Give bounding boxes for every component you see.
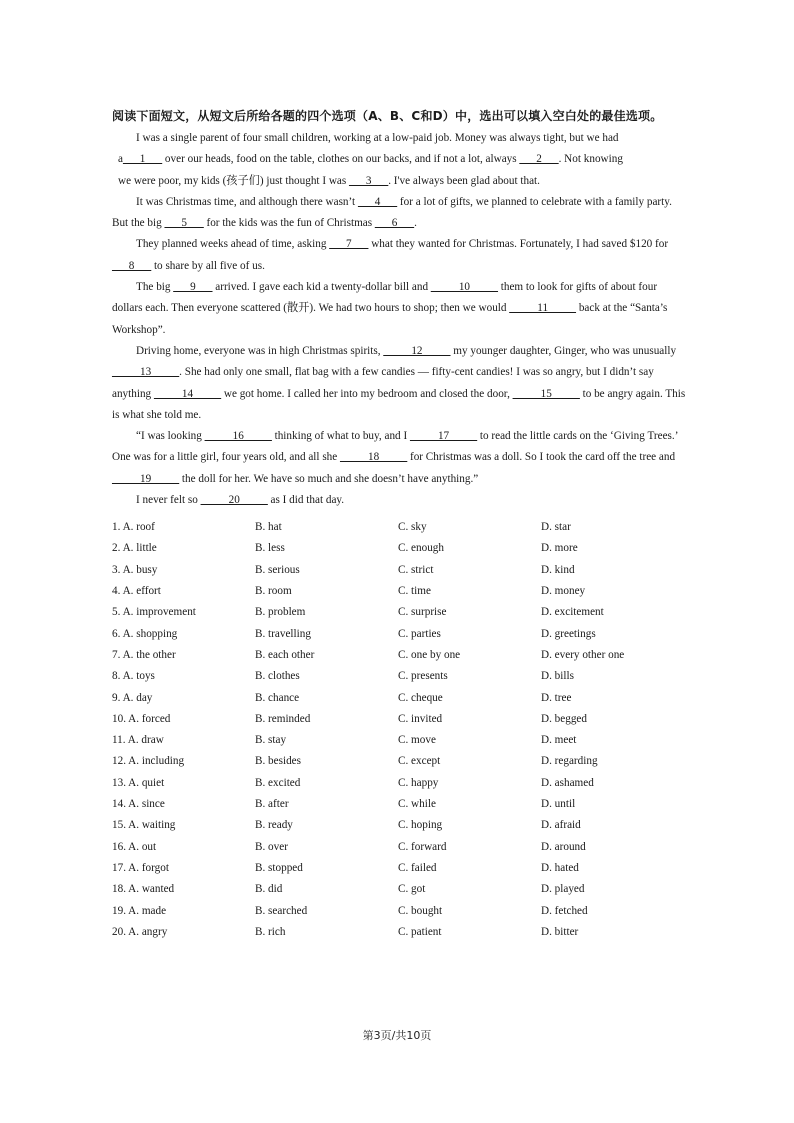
cloze-blank: _____10_____	[430, 281, 498, 294]
passage-text: Driving home, everyone was in high Christmas spirits,	[136, 344, 384, 357]
option-choice: D. afraid	[541, 819, 581, 832]
option-choice: B. rich	[255, 925, 286, 938]
cloze-blank: ___8___	[112, 259, 152, 272]
option-choice: B. each other	[255, 648, 315, 661]
option-row	[112, 645, 688, 666]
cloze-blank: _____18_____	[340, 451, 408, 464]
option-row	[112, 922, 688, 943]
option-row	[112, 581, 688, 602]
option-choice: B. clothes	[255, 670, 300, 683]
option-choice: B. reminded	[255, 712, 311, 725]
passage-text: for the kids was the fun of Christmas	[203, 217, 375, 230]
option-choice: D. every other one	[541, 648, 625, 661]
option-choice: C. happy	[398, 776, 439, 789]
option-row	[112, 709, 688, 730]
option-choice: C. except	[398, 755, 441, 768]
option-choice: B. hat	[255, 521, 282, 533]
cloze-blank: _____19_____	[112, 472, 180, 485]
option-choice: 13. A. quiet	[112, 776, 165, 789]
option-choice: B. serious	[255, 563, 300, 576]
option-choice: 16. A. out	[112, 840, 157, 853]
passage-text: .	[414, 217, 417, 230]
option-choice: 7. A. the other	[112, 648, 176, 661]
cloze-blank: _____20_____	[200, 494, 268, 507]
option-choice: D. greetings	[541, 627, 596, 640]
passage-text: them to look for gifts of about four dollars each. Then everyone scattered (散开). We had two hours to shop; then we would	[112, 281, 658, 315]
option-choice: D. regarding	[541, 755, 598, 768]
passage-paragraph	[112, 426, 688, 490]
passage-text: what they wanted for Christmas. Fortunately, I had saved $120 for	[368, 238, 669, 251]
passage-text: we were poor, my kids (孩子们) just thought I was	[118, 174, 350, 187]
option-choice: C. invited	[398, 712, 443, 725]
passage-text: thinking of what to buy, and I	[271, 430, 410, 443]
option-choice: C. presents	[398, 670, 448, 683]
passage-text: arrived. I gave each kid a twenty-dollar bill and	[212, 281, 431, 294]
option-row	[112, 538, 688, 559]
option-choice: B. searched	[255, 904, 308, 917]
option-choice: D. meet	[541, 734, 577, 747]
option-row	[112, 517, 688, 538]
cloze-blank: ___5___	[164, 217, 204, 230]
passage-text: a	[118, 153, 123, 166]
instruction-text: 阅读下面短文，从短文后所给各题的四个选项（A、B、C和D）中，选出可以填入空白处的最佳选项。	[112, 109, 663, 123]
passage-text: to read the little cards on the ‘Giving Trees.’ One was for a little girl, four years old, and all she	[112, 430, 678, 464]
passage-text: to share by all five of us.	[151, 259, 265, 272]
cloze-blank: ___4___	[357, 195, 398, 208]
option-choice: D. star	[541, 521, 571, 533]
option-row	[112, 794, 688, 815]
cloze-blank: ___9___	[173, 281, 213, 294]
passage-text: I was a single parent of four small children, working at a low-paid job. Money was always tight, but we had	[136, 132, 619, 144]
option-choice: 19. A. made	[112, 904, 167, 917]
passage-paragraph	[112, 149, 688, 170]
option-choice: 1. A. roof	[112, 521, 155, 533]
option-row	[112, 666, 688, 687]
passage-text: . She had only one small, flat bag with a few candies — fifty-cent candies! I was so angry, but I didn’t say anything	[112, 366, 654, 400]
option-choice: D. fetched	[541, 904, 588, 917]
option-choice: B. chance	[255, 691, 300, 704]
option-choice: 4. A. effort	[112, 584, 161, 597]
passage-text: we got home. I called her into my bedroom and closed the door,	[221, 387, 513, 400]
option-choice: D. until	[541, 798, 576, 811]
option-choice: 6. A. shopping	[112, 627, 178, 640]
option-choice: B. excited	[255, 776, 301, 789]
option-row	[112, 879, 688, 900]
option-choice: D. bills	[541, 670, 574, 683]
option-choice: D. tree	[541, 691, 572, 704]
option-choice: C. cheque	[398, 691, 443, 704]
option-choice: B. travelling	[255, 627, 311, 640]
option-choice: C. hoping	[398, 819, 443, 832]
option-choice: B. did	[255, 883, 283, 896]
option-choice: 17. A. forgot	[112, 862, 169, 874]
passage-paragraph	[112, 277, 688, 341]
option-choice: D. excitement	[541, 606, 604, 619]
option-choice: B. over	[255, 840, 288, 853]
option-choice: B. room	[255, 584, 292, 597]
option-choice: C. got	[398, 883, 426, 896]
cloze-blank: _____14_____	[153, 387, 222, 400]
passage-text: my younger daughter, Ginger, who was unusually	[450, 344, 677, 357]
option-choice: D. money	[541, 584, 586, 597]
option-choice: B. stay	[255, 734, 287, 747]
option-choice: D. around	[541, 840, 586, 853]
option-row	[112, 751, 688, 772]
option-choice: C. sky	[398, 521, 427, 533]
option-row	[112, 858, 688, 879]
option-choice: B. besides	[255, 755, 301, 768]
passage-text: The big	[136, 281, 174, 294]
passage-paragraph	[112, 490, 688, 511]
cloze-blank: ___2___	[519, 153, 559, 166]
option-choice: 18. A. wanted	[112, 883, 175, 896]
cloze-blank: ___6___	[374, 217, 415, 230]
cloze-blank: ___1___	[122, 153, 163, 166]
answer-options-table	[112, 517, 688, 943]
option-choice: D. kind	[541, 563, 575, 576]
option-choice: C. patient	[398, 925, 442, 938]
option-choice: D. played	[541, 883, 585, 896]
option-choice: C. failed	[398, 862, 437, 874]
option-choice: 20. A. angry	[112, 925, 168, 938]
option-choice: C. one by one	[398, 648, 461, 661]
option-row	[112, 815, 688, 836]
passage-paragraph	[112, 171, 688, 192]
passage-paragraph	[112, 128, 688, 149]
option-row	[112, 730, 688, 751]
option-choice: B. ready	[255, 819, 293, 832]
passage-text: I never felt so	[136, 494, 201, 507]
passage-text: . I've always been glad about that.	[388, 174, 540, 187]
option-row	[112, 688, 688, 709]
option-choice: 8. A. toys	[112, 670, 155, 683]
option-choice: 11. A. draw	[112, 734, 164, 747]
option-choice: D. bitter	[541, 925, 579, 938]
cloze-blank: _____15_____	[512, 387, 580, 400]
option-choice: D. ashamed	[541, 776, 594, 789]
option-choice: 15. A. waiting	[112, 819, 176, 832]
option-choice: C. while	[398, 798, 436, 811]
option-choice: B. stopped	[255, 862, 303, 874]
option-choice: C. strict	[398, 563, 434, 576]
passage-text: over our heads, food on the table, clothes on our backs, and if not a lot, always	[162, 153, 520, 166]
passage-paragraph	[112, 234, 688, 277]
passage-paragraph	[112, 192, 688, 235]
cloze-blank: _____16_____	[204, 430, 272, 443]
option-choice: D. hated	[541, 862, 579, 874]
cloze-blank: _____17_____	[409, 430, 478, 443]
option-choice: B. less	[255, 542, 285, 555]
option-row	[112, 560, 688, 581]
cloze-blank: _____12_____	[383, 344, 451, 357]
option-choice: C. enough	[398, 542, 444, 555]
option-choice: C. move	[398, 734, 436, 747]
passage-text: back at the “Santa’s Workshop”.	[112, 302, 668, 336]
page-number-footer: 第3页/共10页	[362, 1029, 432, 1042]
option-choice: C. parties	[398, 627, 441, 640]
passage-text: . Not knowing	[558, 153, 623, 166]
option-choice: 14. A. since	[112, 798, 165, 811]
option-row	[112, 602, 688, 623]
option-row	[112, 837, 688, 858]
option-choice: D. begged	[541, 712, 587, 725]
passage-text: as I did that day.	[267, 494, 345, 507]
passage-text: “I was looking	[136, 430, 205, 443]
option-choice: C. surprise	[398, 606, 447, 619]
passage-paragraph	[112, 341, 688, 426]
option-choice: 9. A. day	[112, 691, 153, 704]
option-choice: 12. A. including	[112, 755, 185, 768]
cloze-passage	[112, 128, 688, 511]
cloze-blank: _____13_____	[112, 366, 180, 379]
option-choice: 3. A. busy	[112, 563, 158, 576]
passage-text: It was Christmas time, and although there wasn’t	[136, 195, 358, 208]
passage-text: They planned weeks ahead of time, asking	[136, 238, 330, 251]
option-choice: B. problem	[255, 606, 306, 619]
passage-text: for Christmas was a doll. So I took the card off the tree and	[407, 451, 676, 464]
option-choice: 5. A. improvement	[112, 606, 196, 619]
option-row	[112, 624, 688, 645]
passage-text: to be angry again. This is what she told me.	[112, 387, 686, 421]
option-row	[112, 773, 688, 794]
passage-text: for a lot of gifts, we planned to celebrate with a family party. But the big	[112, 195, 672, 230]
option-choice: 2. A. little	[112, 542, 157, 555]
option-choice: 10. A. forced	[112, 712, 171, 725]
cloze-blank: ___7___	[329, 238, 369, 251]
cloze-blank: _____11_____	[509, 302, 577, 315]
passage-text: the doll for her. We have so much and she doesn’t have anything.”	[179, 472, 479, 485]
cloze-blank: ___3___	[349, 174, 389, 187]
option-choice: C. time	[398, 584, 431, 597]
option-choice: C. forward	[398, 840, 447, 853]
option-choice: B. after	[255, 798, 289, 811]
option-row	[112, 901, 688, 922]
option-choice: C. bought	[398, 904, 443, 917]
option-choice: D. more	[541, 542, 578, 555]
